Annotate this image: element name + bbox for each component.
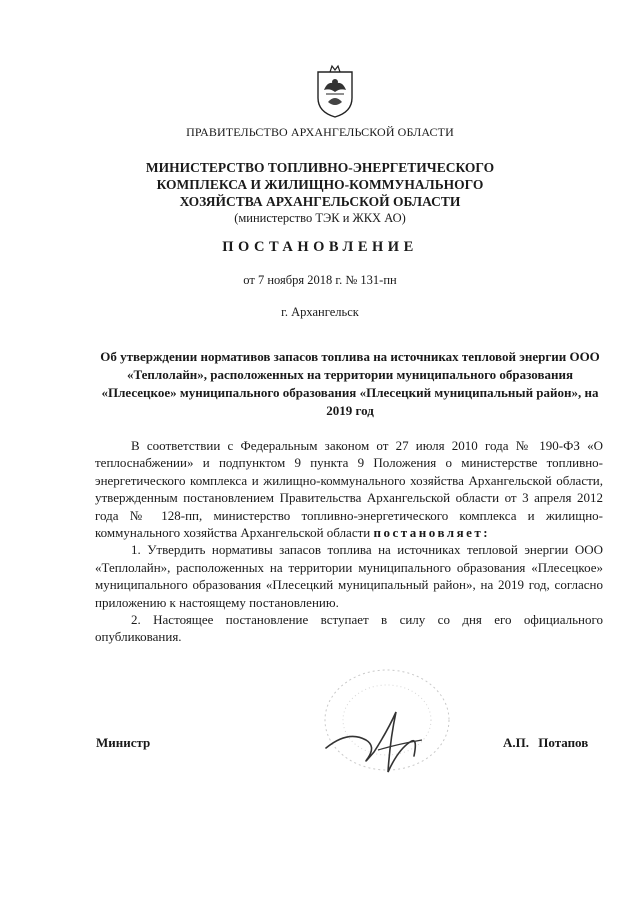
decides-word: постановляет:	[373, 525, 491, 541]
handwritten-signature	[318, 700, 438, 790]
ministry-abbreviation: (министерство ТЭК и ЖКХ АО)	[234, 211, 406, 225]
preamble-text: В соответствии с Федеральным законом от 27 июля 2010 года № 190-ФЗ «О теплоснабжении» и подпунктом 9 пункта 9 Положения о министерстве топливно-энергетического комплекса и жилищно-коммунального хозяйства Архангельской области, утвержденным постановлением Правительства Архангельской области от 3 апреля 2012 года № 128-пп, министерство топливно-энергетического комплекса и жилищно-коммунального хозяйства Архангельской области	[95, 438, 603, 541]
item-1: 1. Утвердить нормативы запасов топлива на источниках тепловой энергии ООО «Теплолайн», расположенных на территории муниципального образования «Плесецкое» муниципального образования «Плесецкий муниципальный район», на 2019 год, согласно приложению к настоящему постановлению.	[95, 542, 603, 610]
decree-body	[95, 437, 603, 646]
ministry-line: КОМПЛЕКСА И ЖИЛИЩНО-КОММУНАЛЬНОГО	[156, 177, 484, 192]
decree-title: ПОСТАНОВЛЕНИЕ	[222, 239, 418, 255]
signer-position: Министр	[96, 735, 151, 750]
decree-date-number: от 7 ноября 2018 г. № 131-пн	[243, 273, 397, 287]
preamble-paragraph	[95, 437, 603, 541]
coat-of-arms-icon	[316, 64, 354, 118]
signer-name: А.П. Потапов	[503, 735, 589, 750]
ministry-name	[0, 159, 640, 227]
ministry-line: МИНИСТЕРСТВО ТОПЛИВНО-ЭНЕРГЕТИЧЕСКОГО	[145, 160, 495, 175]
item-2: 2. Настоящее постановление вступает в силу со дня его официального опубликования.	[95, 612, 603, 645]
decree-city: г. Архангельск	[281, 305, 359, 319]
ministry-line: ХОЗЯЙСТВА АРХАНГЕЛЬСКОЙ ОБЛАСТИ	[179, 194, 461, 209]
government-name: ПРАВИТЕЛЬСТВО АРХАНГЕЛЬСКОЙ ОБЛАСТИ	[186, 125, 454, 139]
decree-subject: Об утверждении нормативов запасов топлива на источниках тепловой энергии ООО «Теплолайн», расположенных на территории муниципального образования «Плесецкое» муниципального образования «Плесецкий муниципальный район», на 2019 год	[100, 349, 600, 418]
